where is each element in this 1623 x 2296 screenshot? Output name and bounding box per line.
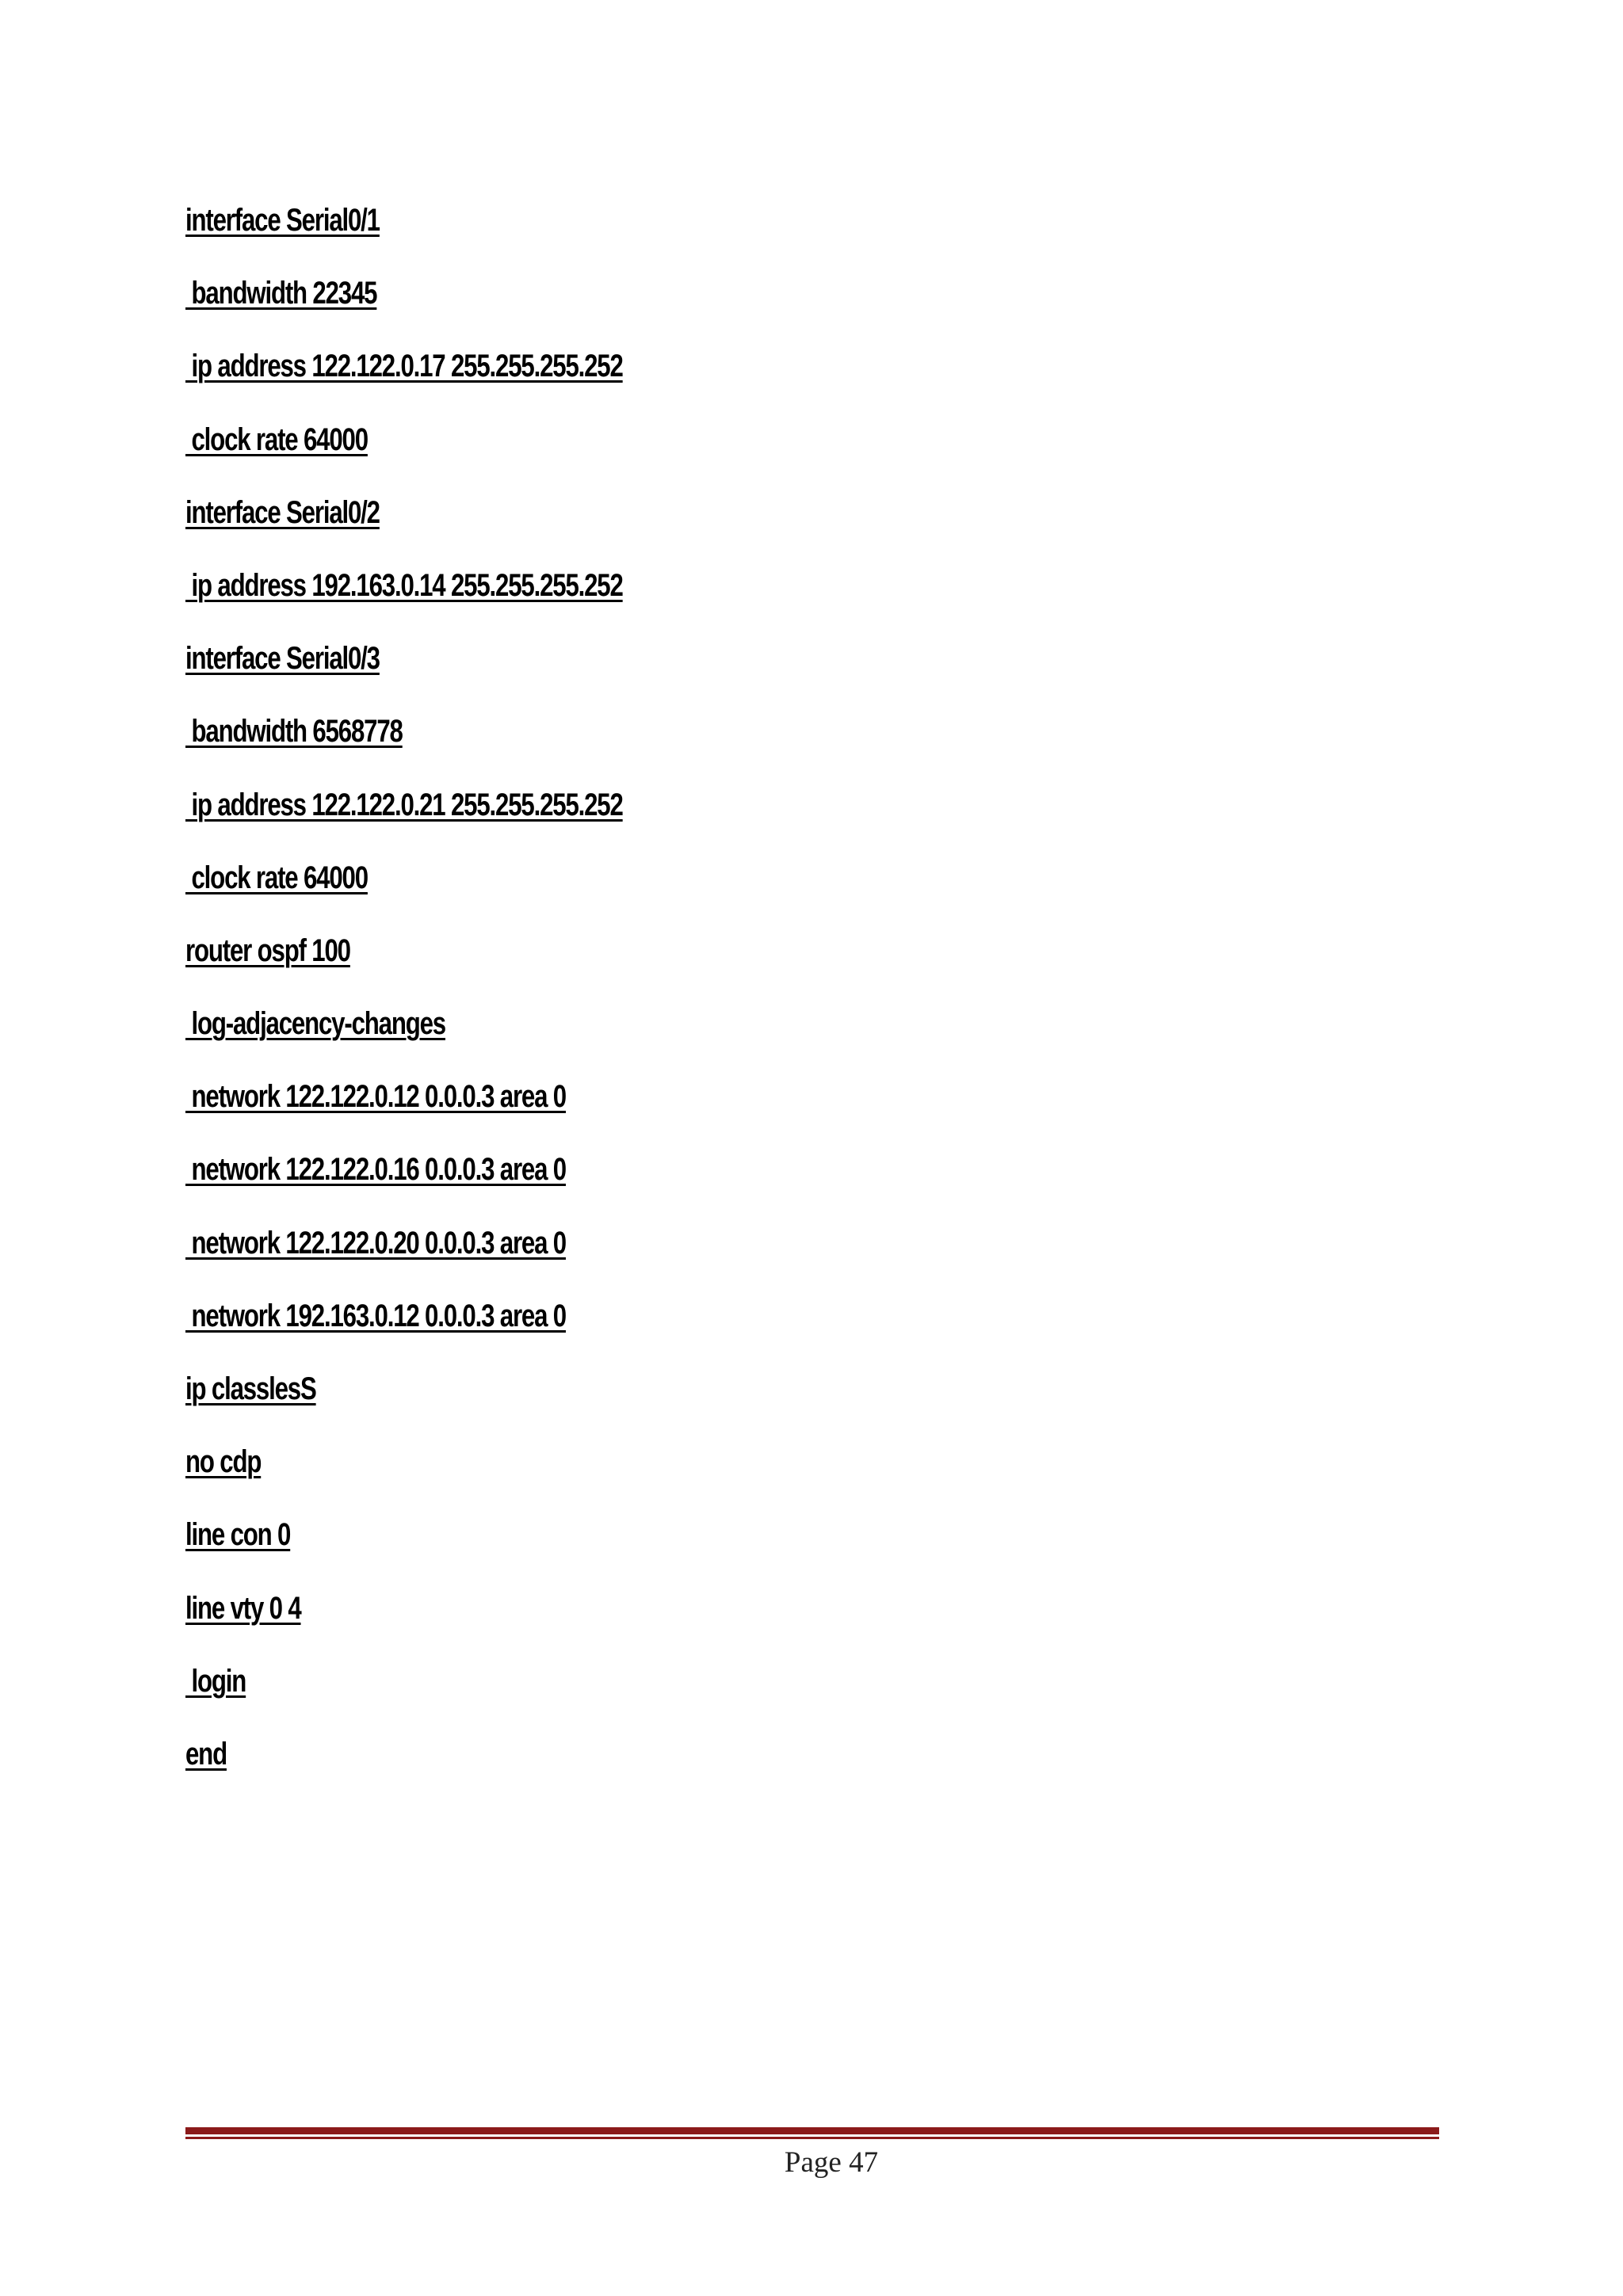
- footer-rule-thin: [185, 2137, 1439, 2139]
- config-line: clock rate 64000: [185, 860, 368, 895]
- config-line: interface Serial0/2: [185, 494, 380, 530]
- config-line: interface Serial0/1: [185, 203, 380, 238]
- config-line: network 122.122.0.12 0.0.0.3 area 0: [185, 1079, 566, 1115]
- config-line: ip address 192.163.0.14 255.255.255.252: [185, 567, 623, 603]
- config-line: network 122.122.0.20 0.0.0.3 area 0: [185, 1225, 566, 1261]
- config-line: bandwidth 22345: [185, 276, 377, 311]
- config-line: line con 0: [185, 1517, 291, 1553]
- config-line: no cdp: [185, 1444, 262, 1480]
- config-line: router ospf 100: [185, 933, 350, 968]
- config-line: ip address 122.122.0.17 255.255.255.252: [185, 349, 623, 384]
- config-line: clock rate 64000: [185, 421, 368, 457]
- config-line: ip classlesS: [185, 1371, 316, 1406]
- router-config-listing: [185, 196, 1374, 1803]
- config-line: ip address 122.122.0.21 255.255.255.252: [185, 787, 623, 822]
- config-line: end: [185, 1736, 227, 1772]
- config-line: login: [185, 1663, 246, 1699]
- config-line: line vty 0 4: [185, 1590, 301, 1626]
- footer-rule-thick: [185, 2127, 1439, 2134]
- config-line: bandwidth 6568778: [185, 714, 403, 749]
- config-line: interface Serial0/3: [185, 641, 380, 677]
- config-line: network 122.122.0.16 0.0.0.3 area 0: [185, 1152, 566, 1188]
- config-line: log-adjacency-changes: [185, 1006, 445, 1042]
- config-line: network 192.163.0.12 0.0.0.3 area 0: [185, 1298, 566, 1333]
- page-number: Page 47: [784, 2146, 879, 2179]
